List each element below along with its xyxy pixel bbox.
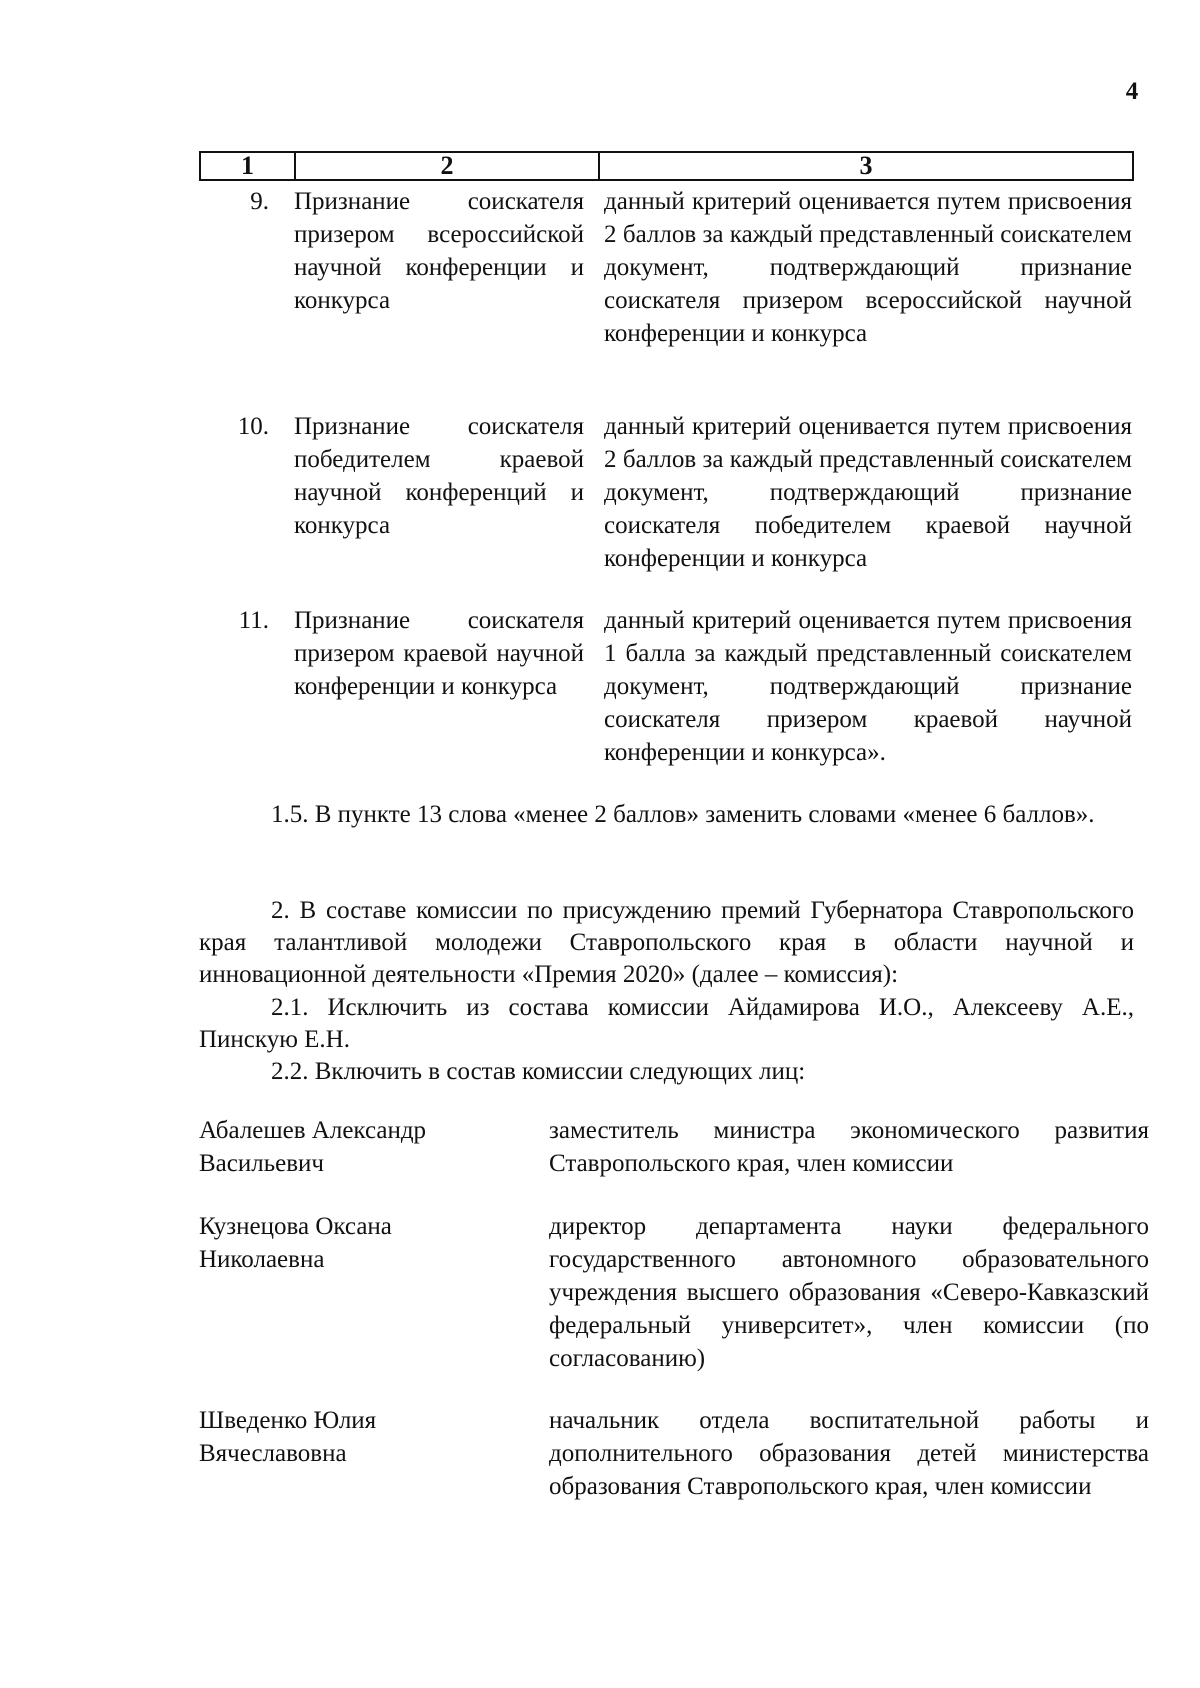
member-role: начальник отдела воспитательной работы и дополнительного образования детей министерства образования Ставропольского края, член комиссии bbox=[549, 1407, 1149, 1500]
row-number: 10. bbox=[237, 413, 269, 440]
paragraph-2-2: 2.2. Включить в состав комиссии следующих лиц: bbox=[271, 1058, 806, 1085]
member-name-line: Николаевна bbox=[199, 1246, 325, 1273]
criterion-title: Признание соискателя призером всероссийской научной конференции и конкурса bbox=[294, 188, 584, 314]
criterion-description: данный критерий оценивается путем присвоения 1 балла за каждый представленный соискателем документ, подтверждающий признание соискателя призером краевой научной конференции и конкурса». bbox=[604, 607, 1132, 766]
member-name-line: Вячеславовна bbox=[199, 1440, 347, 1467]
member-name-line: Абалешев Александр bbox=[199, 1117, 427, 1144]
table-header-col-1: 1 bbox=[201, 153, 296, 179]
paragraph-2: 2. В составе комиссии по присуждению премий Губернатора Ставропольского края талантливой молодежи Ставропольского края в области научной и инновационной деятельности «Премия 2020» (далее – комиссия): bbox=[199, 897, 1134, 988]
member-role: заместитель министра экономического развития Ставропольского края, член комиссии bbox=[549, 1117, 1149, 1177]
criterion-description: данный критерий оценивается путем присвоения 2 баллов за каждый представленный соискателем документ, подтверждающий признание соискателя победителем краевой научной конференции и конкурса bbox=[604, 413, 1132, 572]
member-name bbox=[199, 1114, 549, 1180]
table-header-col-3: 3 bbox=[859, 151, 873, 180]
table-row bbox=[199, 604, 1134, 769]
member-name-line: Шведенко Юлия bbox=[199, 1407, 377, 1434]
table-row bbox=[199, 185, 1134, 350]
row-number: 9. bbox=[250, 188, 269, 215]
paragraph-2-1: 2.1. Исключить из состава комиссии Айдамирова И.О., Алексееву А.Е., Пинскую Е.Н. bbox=[199, 994, 1134, 1053]
row-number: 11. bbox=[238, 607, 269, 634]
table-row bbox=[199, 410, 1134, 575]
member-name-line: Кузнецова Оксана bbox=[199, 1213, 392, 1240]
commission-member bbox=[199, 1404, 1149, 1503]
criterion-description: данный критерий оценивается путем присвоения 2 баллов за каждый представленный соискателем документ, подтверждающий признание соискателя призером всероссийской научной конференции и конкурса bbox=[604, 188, 1132, 347]
member-name bbox=[199, 1210, 549, 1375]
member-role: директор департамента науки федерального государственного автономного образовательного учреждения высшего образования «Северо-Кавказский федеральный университет», член комиссии (по согласованию) bbox=[549, 1213, 1149, 1372]
table-header bbox=[199, 151, 1134, 181]
member-name bbox=[199, 1404, 549, 1503]
paragraph-1-5: 1.5. В пункте 13 слова «менее 2 баллов» заменить словами «менее 6 баллов». bbox=[271, 801, 1095, 828]
commission-member bbox=[199, 1114, 1149, 1180]
criterion-title: Признание соискателя победителем краевой научной конференций и конкурса bbox=[294, 413, 584, 539]
criterion-title: Признание соискателя призером краевой научной конференции и конкурса bbox=[294, 607, 584, 700]
table-header-col-2: 2 bbox=[296, 153, 600, 179]
page-number: 4 bbox=[1125, 78, 1139, 105]
member-name-line: Васильевич bbox=[199, 1150, 324, 1177]
commission-member bbox=[199, 1210, 1149, 1375]
